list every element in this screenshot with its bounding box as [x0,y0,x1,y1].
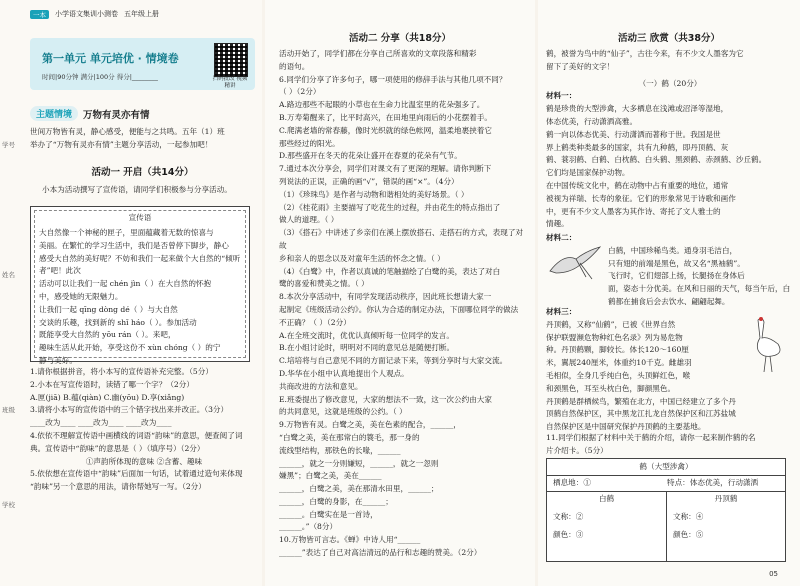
intro-block [30,126,255,152]
material1-line: 鹤一向以体态优美、行动潇洒而著称于世。我国是世 [546,129,721,139]
question-line: ______。白鹭实在是一首诗， [279,509,378,519]
flyer-title: 宣传语 [128,213,152,222]
flyer-line: 让我们一起 qīng dòng dé（ ）与大自然 [39,304,178,314]
material1-line: 在中国传统文化中，鹤在动物中占有重要的地位，通常 [546,180,729,190]
intro-line: 举办了“万物有灵亦有情”主题分享活动，一起参加吧！ [30,139,213,149]
material1-line: 被视为祥瑞、长寿的象征。它们的形象常见于诗歌和画作 [546,193,736,203]
material1-line: 体态优美，行动潇洒高雅。 [546,116,638,126]
material3-line: 顶鹤自然保护区，其中黑龙江扎龙自然保护区和江苏盐城 [546,409,736,419]
side-label-school: 学校 [2,501,15,509]
flyer-line: 活动可以让我们一起 chén jìn（ ）在大自然的怀抱 [39,279,212,289]
activity2-body [279,48,529,560]
question-line: 做人的道理。（ ） [279,215,339,225]
theme-title: 万物有灵亦有情 [83,109,150,121]
material1-line: 它们均是国家保护动物。 [546,168,630,178]
unit-banner [30,38,255,90]
question-line: D.华华在小组中认真地提出个人观点。 [279,368,409,378]
question-line: E.班委提出了修改意见，大家的想法不一致，这一次公约由大家 [279,394,492,404]
flyer-box [30,206,250,365]
material2-label: 材料二： [546,233,577,242]
theme-heading [30,106,150,121]
unit-title: 第一单元 单元培优 · 情境卷 [42,52,179,65]
flyer-body [39,227,243,368]
question-3: 3.请将小本写的宣传语中的三个错字找出来并改正。（3分） [30,405,229,415]
series-title: 小学语文集训小测卷 [55,10,118,18]
material2-line: 飞行时，它们翅部上扬，长腿扬在身体后 [608,271,745,281]
card-field-3[interactable]: 颜色：③ [553,530,584,539]
material3-line: 种。丹顶鹤颗，脚较长。体长120～160厘 [546,345,689,355]
flyer-line: 趣味生活从此开始，享受这份不 xùn chóng（ ）的宁 [39,343,221,353]
white-crane-illustration [546,243,604,285]
material3-line: 米，翼展240厘米，体重约10千克。雌雄羽 [546,358,692,368]
question-line: ______，就之一分则嫌短，______，就之一忽则 [279,458,439,468]
question-5-cont: “韵味”另一个意思的用法，请你帮她写一写。（2分） [30,482,206,492]
question-3-blanks[interactable]: ____改为____ ____改为____ ____改为____ [30,418,172,428]
crane-name-card [546,458,786,562]
activity3-intro: 鹤，被誉为鸟中的“仙子”，古往今来，有不少文人墨客为它 留下了美好的文字！ （一）鹤（20分） 材料一： 鹤是珍贵的大型涉禽，大多栖息在浅滩或沼泽等湿地， 体态优美，行动潇洒高雅。 鹤一向以体态优美、行动潇洒而著称于世。我国是世 界上鹤类种类最多的国家，共有九种鹤，即丹顶鹤、灰 鹤、蓑羽鹤、白鹤、白枕鹤、白头鹤、黑颈鹤、赤颈鹤、沙丘鹤。 它们均是国家保护动物。 在中国传统文化中，鹤在动物中占有重要的地位，通常 被视为祥瑞、长寿的象征。它们的形象常见于诗歌和画作 中，更有不少文人墨客为其作诗、寄托了文人雅士的 情趣。 [546,48,794,231]
material3-line: 丹顶鹤是群栖候鸟，繁殖在北方，中国已经建立了多个丹 [546,396,736,406]
card-habitat[interactable]: 栖息地：① [553,478,591,487]
question-line: 列说法的正误，正确的画“√”，错误的画“×”。（4分） [279,176,459,186]
question-line: ______，白鹭的身影，在______； [279,496,393,506]
question-line: 那些经过的阳光。 [279,138,340,148]
right-page [538,0,800,586]
question-4-cont: 典。宣传语中“韵味”的意思是（ ）（填序号）（2分） [30,443,205,453]
card-field-4[interactable]: 文称：④ [673,512,704,521]
material1-line: 情趣。 [546,219,569,229]
question-2: 2.小本在写宣传语时，读错了哪一个字？（2分） [30,379,194,389]
card-col-white-crane: 白鹤 [598,494,615,503]
material3-line: 和颈黑色，耳至头枕白色，脚颜黑色。 [546,383,676,393]
theme-pill: 主题情境 [30,106,78,121]
material2-line: 只有翅的前端是黑色，故又名“黑袖鹤”。 [608,258,745,268]
page-header [30,8,159,20]
material3-line: 自然保护区是中国研究保护丹顶鹤的主要基地。 [546,422,706,432]
material1-body [546,103,794,231]
material1-label: 材料一： [546,91,577,101]
question-line: 不正确？（ ）（2分） [279,317,351,327]
material1-line: 鹤、蓑羽鹤、白鹤、白枕鹤、白头鹤、黑颈鹤、赤颈鹤、沙丘鹤。 [546,155,767,165]
page-number: 05 [769,570,778,578]
question-line: 的共同意见，这就是班级的公约。（ ） [279,407,407,417]
flyer-line: 交谈的乐趣，找到新的 shǐ háo（ ）。参加活动 [39,317,197,327]
question-line: C.爬满老墙的常春藤，像时光织就的绿色帐网，温柔地裹挟着它 [279,125,492,135]
side-label-name: 姓名 [2,271,15,279]
material1-line: 中，更有不少文人墨客为其作诗、寄托了文人雅士的 [546,206,721,216]
flyer-line: 静与美好。 [39,355,77,365]
question-line: 鹭的喜爱和赞美之情。（ ） [279,279,369,289]
middle-page [265,0,535,586]
material3-line: 毛相似，全身几乎纯白色，头顶鲜红色，喉 [546,370,691,380]
question-line: 嫌黑”；白鹭之美，美在______ [279,471,382,481]
question-line: C.培培将与自己意见不同的方面记录下来，等到分享时与大家交流。 [279,356,508,366]
intro-line: 世间万物皆有灵，静心感受，便能与之共鸣。五年（1）班 [30,127,225,136]
question-line: （3）《搭石》中讲述了乡亲们在溪上摆放搭石、走搭石的方式，表现了对故 [279,228,524,250]
qr-caption: 扫码批改 视频精讲 [212,76,248,89]
question-2-options[interactable]: A.匣(jiā) B.蕴(qiàn) C.幽(yōu) D.享(xiǎng) [30,392,185,402]
question-line: ______，白鹭之美，美在那清水田里，______； [279,484,439,494]
question-line: ______。”（8分） [279,522,338,532]
activity1-title: 活动一 开启（共14分） [91,167,194,178]
red-crowned-crane-illustration [738,314,794,374]
question-line: （ ）（2分） [279,87,321,97]
question-line: A.在全班交流时，优优认真倾听每一位同学的发言。 [279,330,454,340]
side-label-class: 班级 [2,406,15,414]
question-line: 乡和亲人的思念以及对童年生活的怀念之情。（ ） [279,253,445,263]
flyer-line: 中，感受她的无限魅力。 [39,291,123,301]
question-5: 5.依依想在宣传语中“韵味”后面加一句话，试着通过造句来体现 [30,469,243,479]
material1-line: 界上鹤类种类最多的国家，共有九种鹤，即丹顶鹤、灰 [546,142,729,152]
card-field-2[interactable]: 文称：② [553,512,584,521]
question-11: 11.同学们根据了材料中关于鹤的介绍，请你一起来制作鹤的名 片介绍卡。（5分） [546,433,756,455]
activity3-title: 活动三 欣赏（共38分） [617,33,721,44]
material2-line: 白鹤，中国珍稀鸟类。通身羽毛洁白， [608,245,738,255]
activity2-intro: 活动开始了，同学们都在分享自己所喜欢的文章段落和精彩 [279,49,477,58]
question-line: B.万寿菊醒来了，比平时高兴，在田地里向雨后的小花摆着手。 [279,112,493,122]
question-line: 共商改进的方法和意见。 [279,381,363,391]
question-line: 流线型结构，那铁色的长喙，______ [279,445,401,455]
question-line: D.那些盛开在冬天的花朵让盛开在春夏的花朵有气节。 [279,151,462,161]
activity1-questions [30,366,258,494]
flyer-line: 美丽。在繁忙的学习生活中，我们是否曾停下脚步，静心 [39,240,229,250]
card-col-red-crowned: 丹顶鹤 [714,494,738,503]
material2-line: 鹤都在捕食后会去饮水、翩翩起舞。 [608,296,730,306]
activity1-task: 小本为活动撰写了宣传语，请同学们积极参与分享活动。 [42,185,232,194]
question-4: 4.依依不理解宣传语中画横线的词语“韵味”的意思，便查阅了词 [30,430,243,440]
card-title: 鹤（大型涉禽） [639,462,693,471]
question-line: 8.本次分享活动中，有同学发现活动秩序，因此班长想请大家一 [279,292,492,302]
question-line: A.路边那些不起眼的小草也在生命力比温室里的花朵强多了。 [279,100,485,110]
material3-label: 材料三： [546,307,577,316]
material1-line: 鹤是珍贵的大型涉禽，大多栖息在浅滩或沼泽等湿地， [546,104,729,114]
question-line: 7.通过本次分享会，同学们对课文有了更深的理解。请你判断下 [279,164,492,174]
card-field-5[interactable]: 颜色：⑤ [673,530,704,539]
series-tag: 一本 [30,10,49,19]
question-4-options[interactable]: ①声韵所体现的意味 ②含蓄、趣味 [85,456,203,466]
card-feature: 特点：体态优美，行动潇洒 [667,478,759,487]
left-page [0,0,262,586]
activity2-intro: 的语句。 [279,61,310,71]
question-line: 6.同学们分享了许多句子，哪一项使用的修辞手法与其他几项不同？ [279,74,507,84]
question-line: ______”表达了自己对高洁清远的品行和志趣的赞美。（2分） [279,548,482,558]
question-line: 9.万物皆有灵。白鹭之美，美在色素的配合，______， [279,420,461,430]
question-1: 1.请你根据拼音，将小本写的宣传语补充完整。（5分） [30,367,213,376]
flyer-line: 大自然像一个神秘的匣子，里面蕴藏着无数的惊喜与 [39,228,214,237]
section-title: （一）鹤（20分） [638,78,702,88]
activity2-title: 活动二 分享（共18分） [348,33,452,44]
flyer-line: 既能享受大自然的 yōu rán（ ）。来吧， [39,330,176,340]
question-line: （4）《白鹭》中，作者以真诚的笔触描绘了白鹭的美，表达了对白 [279,266,501,276]
activity2-question-list [279,74,529,560]
material3-line: 保护联盟濒危物种红色名录》列为易危物 [546,332,683,342]
qr-code-icon[interactable] [214,43,248,77]
question-line: 起制定《班级活动公约》。你认为合适的制定办法，下面哪位同学的做法 [279,304,519,314]
question-line: 10.万物皆可言志。《蝉》中诗人用“______ [279,535,421,545]
material2-line: 面，姿态十分优美。在风和日丽的天气，每当午后，白 [608,284,791,294]
flyer-line: 感受大自然的美好呢？不妨和我们一起来做个大自然的“倾听者”吧！此次 [39,253,241,276]
question-line: B.在小组讨论时，明明对不同的意见总是随便打断。 [279,343,455,353]
time-score-line: 时间|90分钟 满分|100分 得分|________ [42,73,158,81]
grade-label: 五年级上册 [124,10,159,18]
question-line: “白鹭之美，美在那常白的簔毛，那一身的 [279,432,420,442]
material3-line: 丹顶鹤，又称“仙鹤”，已被《世界自然 [546,319,676,329]
question-line: （2）《桂花雨》主要描写了吃花生的过程，并由花生的特点指出了 [279,202,501,212]
side-label-student-id: 学号 [2,141,15,149]
question-line: （1）《珍珠鸟》是作者与动物和谐相处的美好场景。（ ） [279,189,469,199]
